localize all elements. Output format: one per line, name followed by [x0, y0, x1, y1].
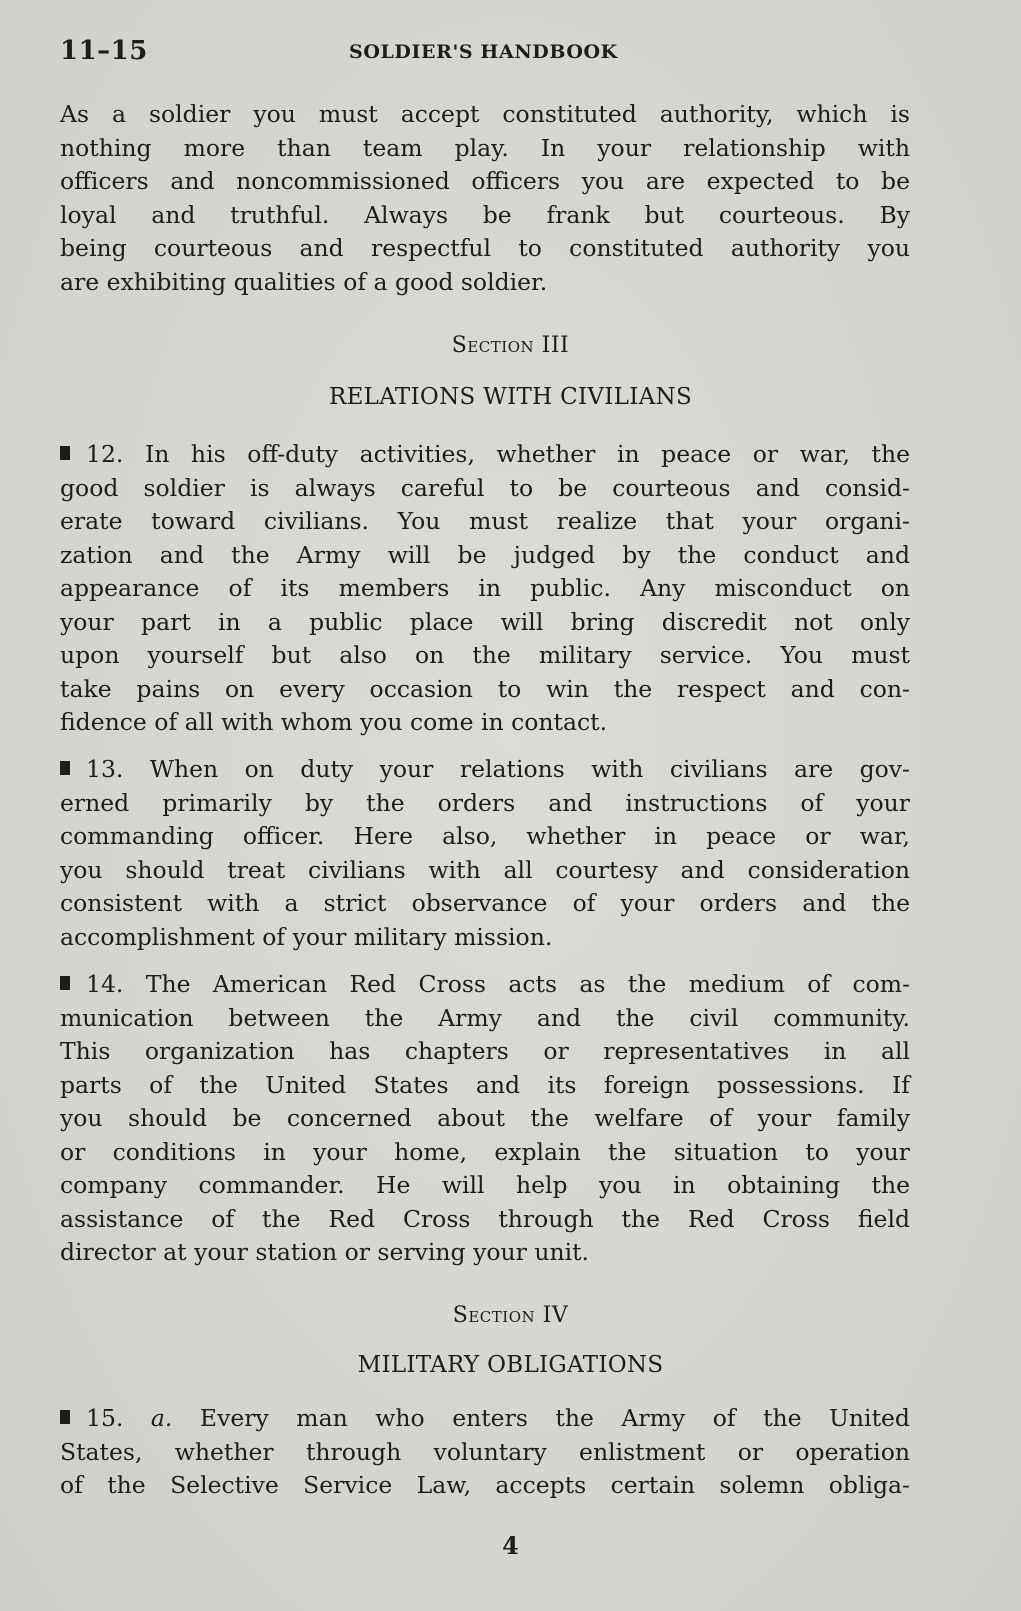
text-line: fidence of all with whom you come in contact. — [60, 708, 608, 736]
text-line: zation and the Army will be judged by the conduct and — [60, 540, 910, 569]
text-fragment: In his off-duty activities, whether in peace or war, the — [144, 440, 910, 468]
text-line: director at your station or serving your unit. — [60, 1238, 590, 1266]
text-line: of the Selective Service Law, accepts certain solemn obliga- — [60, 1471, 910, 1499]
text-line — [60, 968, 910, 1002]
page-header — [60, 36, 910, 68]
paragraph-marker — [60, 976, 70, 990]
text-line: are exhibiting qualities of a good soldier. — [60, 267, 548, 296]
page-reference: 11–15 — [60, 36, 148, 66]
text-line: munication between the Army and the civil community. — [60, 1003, 910, 1032]
text-line: good soldier is always careful to be courteous and consid- — [60, 473, 910, 502]
text-line — [60, 438, 910, 472]
paragraph-number: 13. — [86, 755, 124, 783]
text-line: assistance of the Red Cross through the Red Cross field — [60, 1204, 910, 1233]
paragraph-number: 15. — [86, 1404, 124, 1432]
section-title: RELATIONS WITH CIVILIANS — [328, 384, 693, 410]
text-line: States, whether through voluntary enlistment or operation — [60, 1437, 910, 1466]
section-label: Section III — [451, 333, 570, 358]
text-line: you should treat civilians with all courtesy and consideration — [60, 855, 910, 884]
text-line: commanding officer. Here also, whether in peace or war, — [60, 822, 910, 850]
section-title: MILITARY OBLIGATIONS — [357, 1352, 664, 1378]
paragraph-13 — [60, 753, 910, 954]
text-line: erate toward civilians. You must realize that your organi- — [60, 507, 910, 535]
text-line: consistent with a strict observance of your orders and the — [60, 889, 910, 917]
paragraph-number: 14. — [86, 970, 124, 998]
text-line: or conditions in your home, explain the situation to your — [60, 1137, 910, 1166]
paragraph-number: 12. — [86, 440, 124, 468]
text-line: you should be concerned about the welfare of your family — [60, 1104, 910, 1132]
text-line: accomplishment of your military mission. — [60, 922, 553, 951]
paragraph-marker — [60, 1410, 70, 1424]
text-fragment: Every man who enters the Army of the United — [199, 1404, 910, 1432]
running-title: SOLDIER'S HANDBOOK — [349, 41, 618, 63]
intro-paragraph — [60, 98, 910, 299]
text-line: This organization has chapters or representatives in all — [60, 1037, 910, 1065]
text-line: officers and noncommissioned officers you are expected to be — [60, 167, 910, 195]
text-line: company commander. He will help you in obtaining the — [60, 1171, 910, 1199]
text-line: erned primarily by the orders and instructions of your — [60, 788, 910, 817]
text-line: As a soldier you must accept constituted authority, which is — [60, 100, 910, 128]
paragraph-12 — [60, 438, 910, 740]
subparagraph-letter: a. — [150, 1404, 173, 1432]
section-label: Section IV — [452, 1303, 569, 1328]
text-line: loyal and truthful. Always be frank but courteous. By — [60, 200, 910, 229]
text-line: your part in a public place will bring discredit not only — [60, 607, 910, 636]
text-line: being courteous and respectful to constituted authority you — [60, 234, 910, 262]
text-line: appearance of its members in public. Any misconduct on — [60, 574, 910, 602]
text-line — [60, 753, 910, 787]
paragraph-14 — [60, 968, 910, 1270]
text-fragment: The American Red Cross acts as the medium of com- — [145, 970, 910, 998]
paragraph-marker — [60, 446, 70, 460]
text-line: parts of the United States and its foreign possessions. If — [60, 1070, 910, 1099]
text-fragment: When on duty your relations with civilians are gov- — [149, 755, 910, 783]
text-line: nothing more than team play. In your relationship with — [60, 133, 910, 162]
text-line: take pains on every occasion to win the respect and con- — [60, 674, 910, 703]
text-line — [60, 1402, 910, 1436]
paragraph-marker — [60, 761, 70, 775]
paragraph-15 — [60, 1402, 910, 1503]
page-number: 4 — [502, 1531, 519, 1560]
text-line: upon yourself but also on the military service. You must — [60, 641, 910, 669]
